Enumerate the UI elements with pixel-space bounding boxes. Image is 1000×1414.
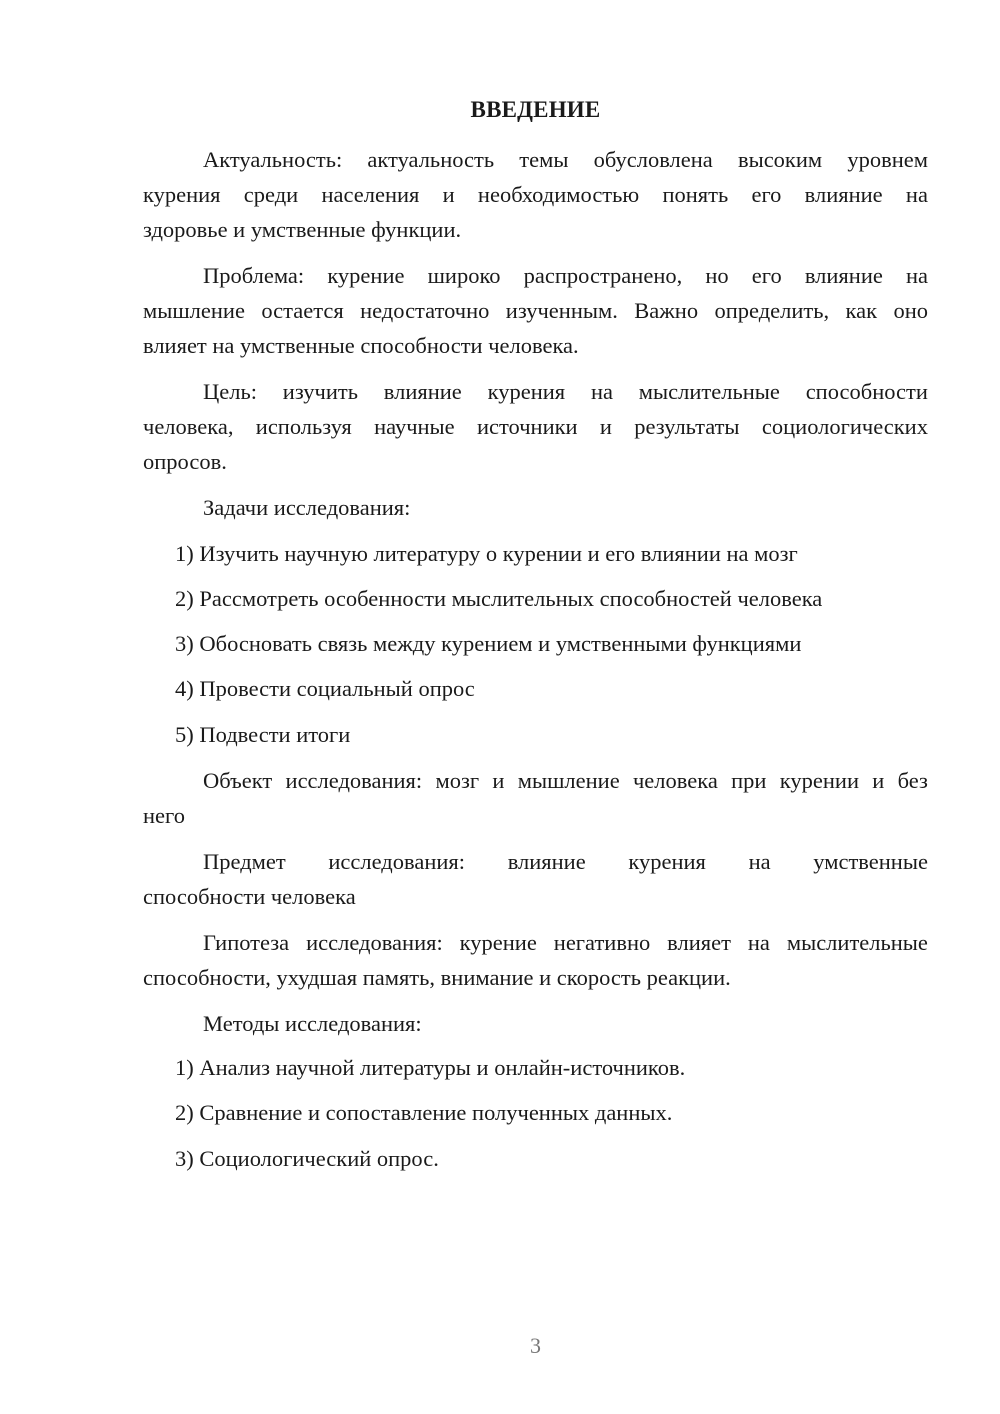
word: на [905, 263, 928, 288]
word: способности [805, 379, 928, 404]
word: влияние [383, 379, 462, 404]
relevance-paragraph [143, 142, 928, 247]
hypothesis-paragraph [143, 925, 928, 995]
subject-line [143, 844, 928, 879]
problem-paragraph [143, 258, 928, 363]
object-line [143, 763, 928, 798]
word: при [731, 768, 767, 793]
word: обусловлена [593, 147, 713, 172]
word: Объект [203, 768, 273, 793]
word: актуальность [367, 147, 495, 172]
word: изучить [282, 379, 358, 404]
subject-paragraph [143, 844, 928, 914]
word: курении [779, 768, 859, 793]
word: мыслительные [786, 930, 928, 955]
word: уровнем [847, 147, 928, 172]
word: Важно [634, 298, 699, 323]
task-item: 2) Рассмотреть особенности мыслительных способностей человека [175, 586, 823, 611]
page-number: 3 [530, 1333, 541, 1358]
word: мышление [517, 768, 620, 793]
problem-line [143, 293, 928, 328]
word: остается [261, 298, 344, 323]
word: курения [628, 849, 706, 874]
word: курения [487, 379, 566, 404]
task-item: 3) Обосновать связь между курением и умственными функциями [175, 631, 802, 656]
page-heading: ВВЕДЕНИЕ [470, 97, 601, 122]
method-item: 3) Социологический опрос. [175, 1146, 439, 1171]
word: мыслительные [638, 379, 780, 404]
word: но [705, 263, 729, 288]
word: исследования: [306, 930, 443, 955]
word: широко [427, 263, 501, 288]
word: без [897, 768, 928, 793]
word: Гипотеза [203, 930, 290, 955]
word: мышление [143, 298, 245, 323]
word: негативно [553, 930, 651, 955]
problem-line: влияет на умственные способности человека. [143, 333, 579, 358]
word: курения [143, 182, 221, 207]
relevance-line [143, 177, 928, 212]
object-paragraph [143, 763, 928, 833]
word: влияние [507, 849, 586, 874]
word: Цель: [203, 379, 257, 404]
methods-title: Методы исследования: [203, 1011, 422, 1036]
hypothesis-line [143, 925, 928, 960]
object-line: него [143, 803, 185, 828]
tasks-title: Задачи исследования: [203, 495, 411, 520]
method-item: 1) Анализ научной литературы и онлайн-источников. [175, 1055, 686, 1080]
goal-paragraph [143, 374, 928, 479]
word: недостаточно [360, 298, 490, 323]
word: социологических [761, 414, 928, 439]
word: человека [632, 768, 718, 793]
word: его [751, 263, 782, 288]
goal-line: опросов. [143, 449, 227, 474]
method-item: 2) Сравнение и сопоставление полученных данных. [175, 1100, 673, 1125]
word: источники [476, 414, 578, 439]
word: изученным. [505, 298, 618, 323]
word: и [442, 182, 455, 207]
word: человека, [143, 414, 234, 439]
goal-line [143, 409, 928, 444]
word: и [599, 414, 612, 439]
task-item: 4) Провести социальный опрос [175, 676, 475, 701]
task-item: 5) Подвести итоги [175, 722, 351, 747]
word: влияние [804, 263, 883, 288]
word: исследования: [285, 768, 423, 793]
word: мозг [435, 768, 480, 793]
word: и [492, 768, 505, 793]
word: его [751, 182, 782, 207]
relevance-line [143, 142, 928, 177]
word: на [748, 849, 771, 874]
word: курение [459, 930, 537, 955]
document-page [143, 0, 928, 1414]
word: высоким [737, 147, 823, 172]
word: понять [662, 182, 729, 207]
word: Проблема: [203, 263, 305, 288]
relevance-line: здоровье и умственные функции. [143, 217, 462, 242]
goal-line [143, 374, 928, 409]
word: исследования: [328, 849, 466, 874]
word: умственные [813, 849, 928, 874]
word: темы [519, 147, 569, 172]
word: распространено, [523, 263, 683, 288]
word: и [872, 768, 885, 793]
hypothesis-line: способности, ухудшая память, внимание и скорость реакции. [143, 965, 731, 990]
word: курение [327, 263, 405, 288]
word: на [905, 182, 928, 207]
word: влияние [804, 182, 883, 207]
task-item: 1) Изучить научную литературу о курении и его влиянии на мозг [175, 541, 798, 566]
word: на [747, 930, 770, 955]
word: используя [255, 414, 352, 439]
word: определить, [714, 298, 830, 323]
word: влияет [667, 930, 731, 955]
problem-line [143, 258, 928, 293]
word: необходимостью [477, 182, 640, 207]
word: как [845, 298, 878, 323]
word: среди [243, 182, 299, 207]
word: результаты [634, 414, 740, 439]
subject-line: способности человека [143, 884, 356, 909]
word: Предмет [203, 849, 286, 874]
word: на [590, 379, 613, 404]
word: населения [321, 182, 420, 207]
word: Актуальность: [203, 147, 343, 172]
word: оно [893, 298, 928, 323]
word: научные [374, 414, 455, 439]
